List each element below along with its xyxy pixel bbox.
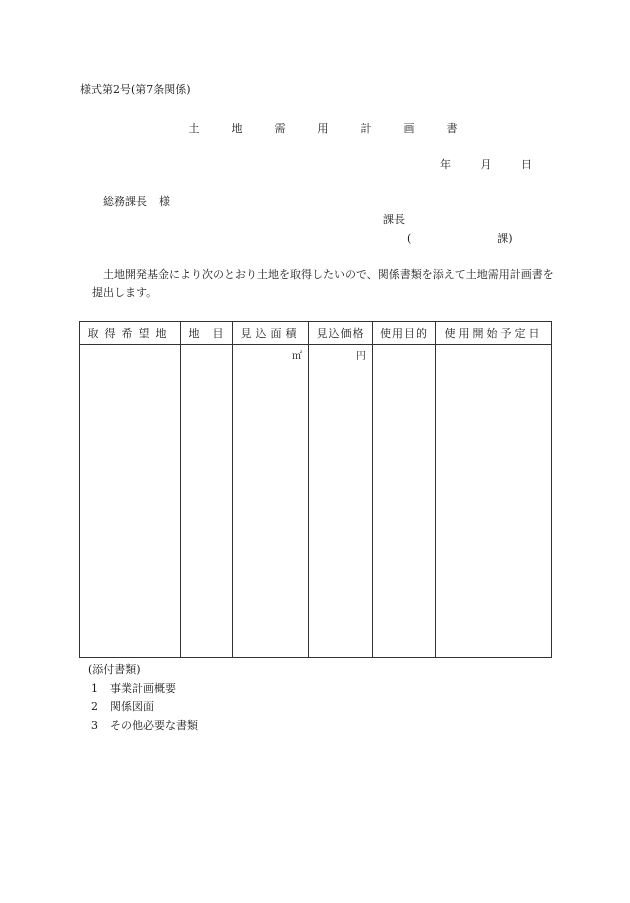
header-desired-site: 取得希望地	[80, 322, 181, 345]
attachment-label: その他必要な書類	[110, 719, 198, 732]
body-text: 土地開発基金により次のとおり土地を取得したいので、関係書類を添えて土地需用計画書を提出します。	[92, 268, 554, 299]
date-line	[440, 156, 532, 172]
attachment-number: 3	[91, 719, 98, 732]
dept-open-paren: (	[407, 232, 412, 245]
attachment-number: 1	[91, 682, 98, 695]
attachment-item	[91, 698, 154, 714]
date-year-label: 年	[440, 158, 451, 171]
addressee	[103, 193, 170, 209]
addressee-name: 総務課長	[103, 195, 147, 208]
document-title	[0, 120, 630, 136]
attachment-label: 関係図面	[110, 700, 154, 713]
title-char: 土	[188, 122, 200, 135]
date-day-label: 日	[521, 158, 532, 171]
title-char: 画	[403, 122, 415, 135]
attachments-heading: (添付書類)	[88, 663, 141, 676]
title-char: 地	[231, 122, 243, 135]
header-purpose: 使用目的	[373, 322, 436, 345]
addressee-honorific: 様	[159, 195, 170, 208]
attachment-item	[91, 680, 176, 696]
cell-purpose[interactable]	[373, 345, 436, 658]
attachment-item	[91, 717, 198, 733]
title-char: 需	[274, 122, 286, 135]
attachment-number: 2	[91, 700, 98, 713]
cell-estimated-price[interactable]: 円	[309, 345, 373, 658]
cell-land-category[interactable]	[181, 345, 233, 658]
table-row	[80, 345, 552, 658]
header-estimated-area: 見込面積	[233, 322, 309, 345]
title-char: 用	[317, 122, 329, 135]
date-month-label: 月	[480, 158, 492, 171]
dept-close: 課)	[497, 232, 513, 245]
land-demand-table	[79, 321, 552, 658]
sender-title: 課長	[383, 213, 405, 226]
form-number: 様式第2号(第7条関係)	[80, 83, 191, 96]
header-estimated-price: 見込価格	[309, 322, 373, 345]
title-char: 書	[446, 122, 458, 135]
title-char: 計	[360, 122, 372, 135]
attachment-label: 事業計画概要	[110, 682, 176, 695]
cell-desired-site[interactable]	[80, 345, 181, 658]
table-header-row	[80, 322, 552, 345]
header-start-date: 使用開始予定日	[436, 322, 552, 345]
header-land-category: 地 目	[181, 322, 233, 345]
cell-start-date[interactable]	[436, 345, 552, 658]
sender-department	[407, 230, 513, 246]
cell-estimated-area[interactable]: ㎡	[233, 345, 309, 658]
